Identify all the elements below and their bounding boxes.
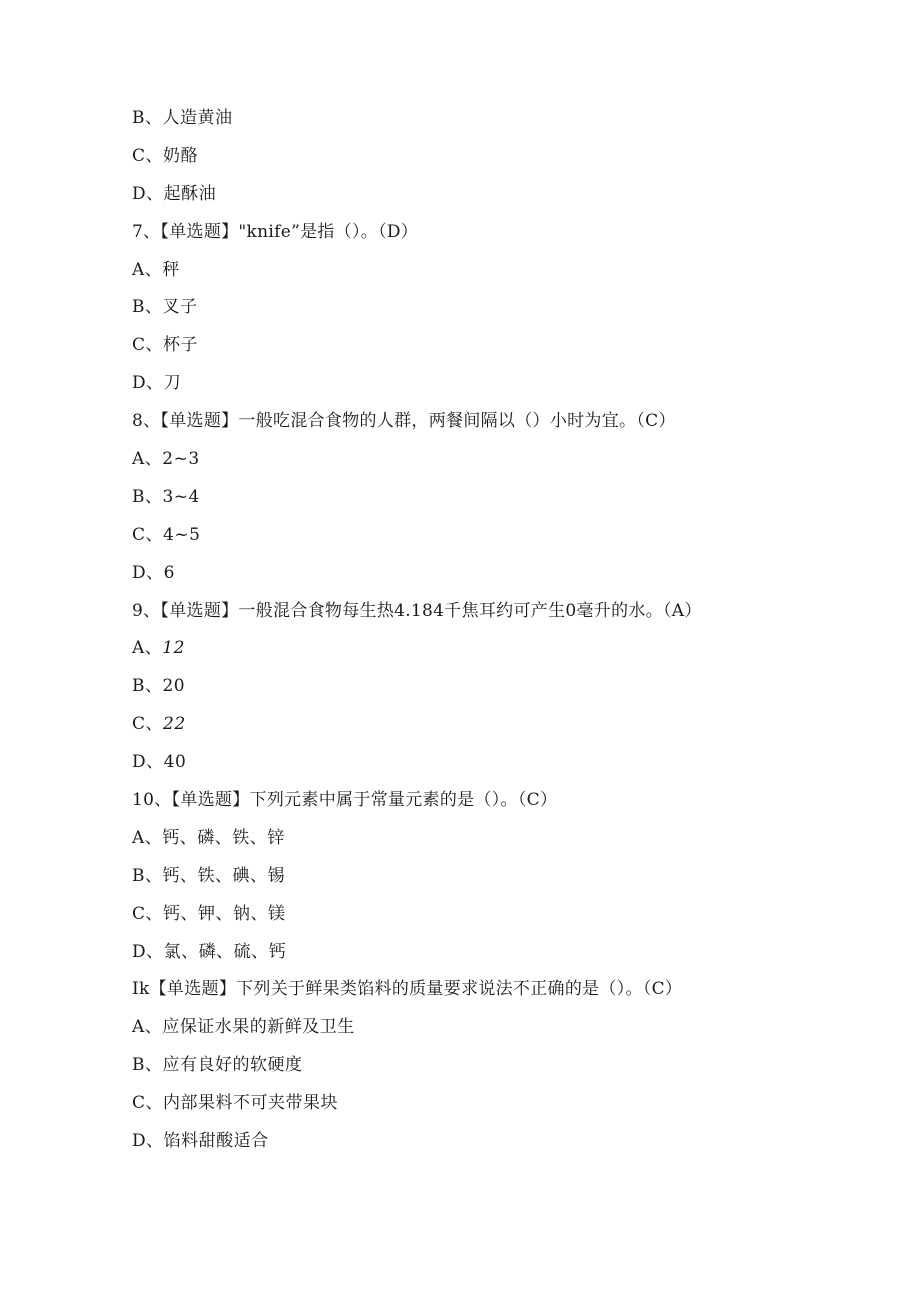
option-value: 22 xyxy=(163,714,186,735)
line-text: C、奶酪 xyxy=(132,145,199,166)
question-line xyxy=(132,782,892,820)
line-text: C、钙、钾、钠、镁 xyxy=(132,903,286,924)
question-line xyxy=(132,971,892,1009)
option-line xyxy=(132,441,892,479)
option-line xyxy=(132,289,892,327)
line-text: B、20 xyxy=(132,676,186,697)
line-text: A、应保证水果的新鲜及卫生 xyxy=(132,1017,355,1038)
line-text: 8、【单选题】一般吃混合食物的人群，两餐间隔以（）小时为宜。（C） xyxy=(132,411,676,432)
option-line xyxy=(132,820,892,858)
line-text: A、2~3 xyxy=(132,449,200,470)
line-text: D、6 xyxy=(132,562,175,583)
question-line xyxy=(132,214,892,252)
option-line xyxy=(132,668,892,706)
option-line xyxy=(132,252,892,290)
line-text: 7、【单选题】"knife”是指（）。（D） xyxy=(132,221,419,242)
option-line xyxy=(132,744,892,782)
line-text: B、3~4 xyxy=(132,486,200,507)
line-text: D、40 xyxy=(132,752,187,773)
option-line xyxy=(132,365,892,403)
line-text: B、钙、铁、碘、锡 xyxy=(132,865,285,886)
line-text: 10、【单选题】下列元素中属于常量元素的是（）。（C） xyxy=(132,790,558,811)
option-line xyxy=(132,138,892,176)
line-text: C、杯子 xyxy=(132,335,199,356)
option-line xyxy=(132,517,892,555)
line-text: D、馅料甜酸适合 xyxy=(132,1131,269,1152)
line-text: B、叉子 xyxy=(132,297,198,318)
line-text: D、刀 xyxy=(132,373,182,394)
question-line xyxy=(132,403,892,441)
line-text: 9、【单选题】一般混合食物每生热4.184千焦耳约可产生0毫升的水。（A） xyxy=(132,600,702,621)
option-line xyxy=(132,1085,892,1123)
line-text: Ik【单选题】下列关于鲜果类馅料的质量要求说法不正确的是（）。（C） xyxy=(132,979,683,1000)
option-line xyxy=(132,896,892,934)
option-line xyxy=(132,176,892,214)
line-text: D、氯、磷、硫、钙 xyxy=(132,941,287,962)
option-line xyxy=(132,630,892,668)
line-text: C、内部果料不可夹带果块 xyxy=(132,1093,339,1114)
line-text: B、应有良好的软硬度 xyxy=(132,1055,303,1076)
line-text: B、人造黄油 xyxy=(132,108,233,128)
option-line xyxy=(132,1123,892,1161)
line-text: D、起酥油 xyxy=(132,183,217,204)
line-text: A、 xyxy=(132,638,163,659)
option-line xyxy=(132,858,892,896)
line-text: A、钙、磷、铁、锌 xyxy=(132,827,285,848)
question-list xyxy=(132,100,892,1161)
option-line xyxy=(132,1047,892,1085)
line-text: A、秤 xyxy=(132,259,180,280)
option-value: 12 xyxy=(162,638,185,659)
option-line xyxy=(132,100,892,138)
option-line xyxy=(132,1009,892,1047)
question-line xyxy=(132,593,892,631)
option-line xyxy=(132,934,892,972)
option-line xyxy=(132,479,892,517)
line-text: C、4~5 xyxy=(132,524,201,545)
option-line xyxy=(132,706,892,744)
option-line xyxy=(132,555,892,593)
option-line xyxy=(132,327,892,365)
line-text: C、 xyxy=(132,714,164,735)
